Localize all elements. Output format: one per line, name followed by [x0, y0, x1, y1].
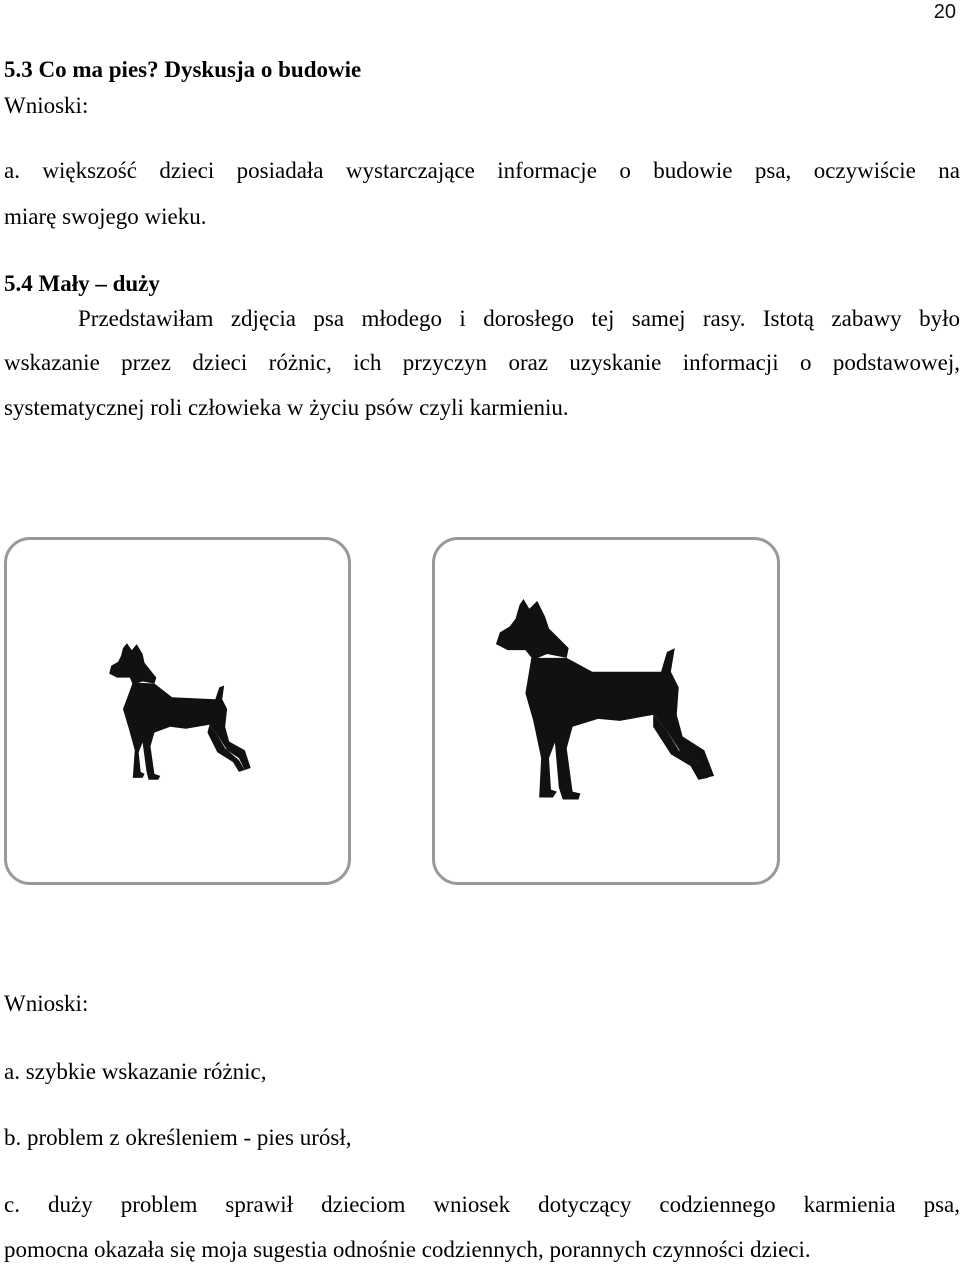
conclusion-item-a: a. szybkie wskazanie różnic,	[4, 1059, 267, 1084]
conclusions-label: Wnioski:	[4, 991, 89, 1016]
section-5-3-heading: 5.3 Co ma pies? Dyskusja o budowie	[4, 57, 362, 82]
page-number: 20	[933, 1, 956, 23]
section-5-3-conclusions-label: Wnioski:	[4, 93, 89, 118]
section-5-4-heading: 5.4 Mały – duży	[4, 271, 160, 296]
conclusion-item-c-line1: c. duży problem sprawił dzieciom wniosek dotyczący codziennego karmienia psa,	[4, 1192, 960, 1217]
section-5-4-paragraph-line2: wskazanie przez dzieci różnic, ich przyczyn oraz uzyskanie informacji o podstawowej,	[4, 350, 960, 375]
dog-silhouette-small-icon	[7, 540, 348, 882]
section-5-3-item-a-line1: a. większość dzieci posiadała wystarczające informacje o budowie psa, oczywiście na	[4, 158, 960, 183]
dog-silhouette-large-icon	[435, 540, 777, 882]
conclusion-item-c-line2: pomocna okazała się moja sugestia odnośnie codziennych, porannych czynności dzieci.	[4, 1237, 811, 1262]
large-dog-image-card	[432, 537, 780, 885]
small-dog-image-card	[4, 537, 351, 885]
section-5-4-paragraph-line1: Przedstawiłam zdjęcia psa młodego i dorosłego tej samej rasy. Istotą zabawy było	[78, 306, 960, 331]
section-5-3-item-a-line2: miarę swojego wieku.	[4, 204, 207, 229]
section-5-4-paragraph-line3: systematycznej roli człowieka w życiu psów czyli karmieniu.	[4, 395, 569, 420]
conclusion-item-b: b. problem z określeniem - pies urósł,	[4, 1125, 352, 1150]
